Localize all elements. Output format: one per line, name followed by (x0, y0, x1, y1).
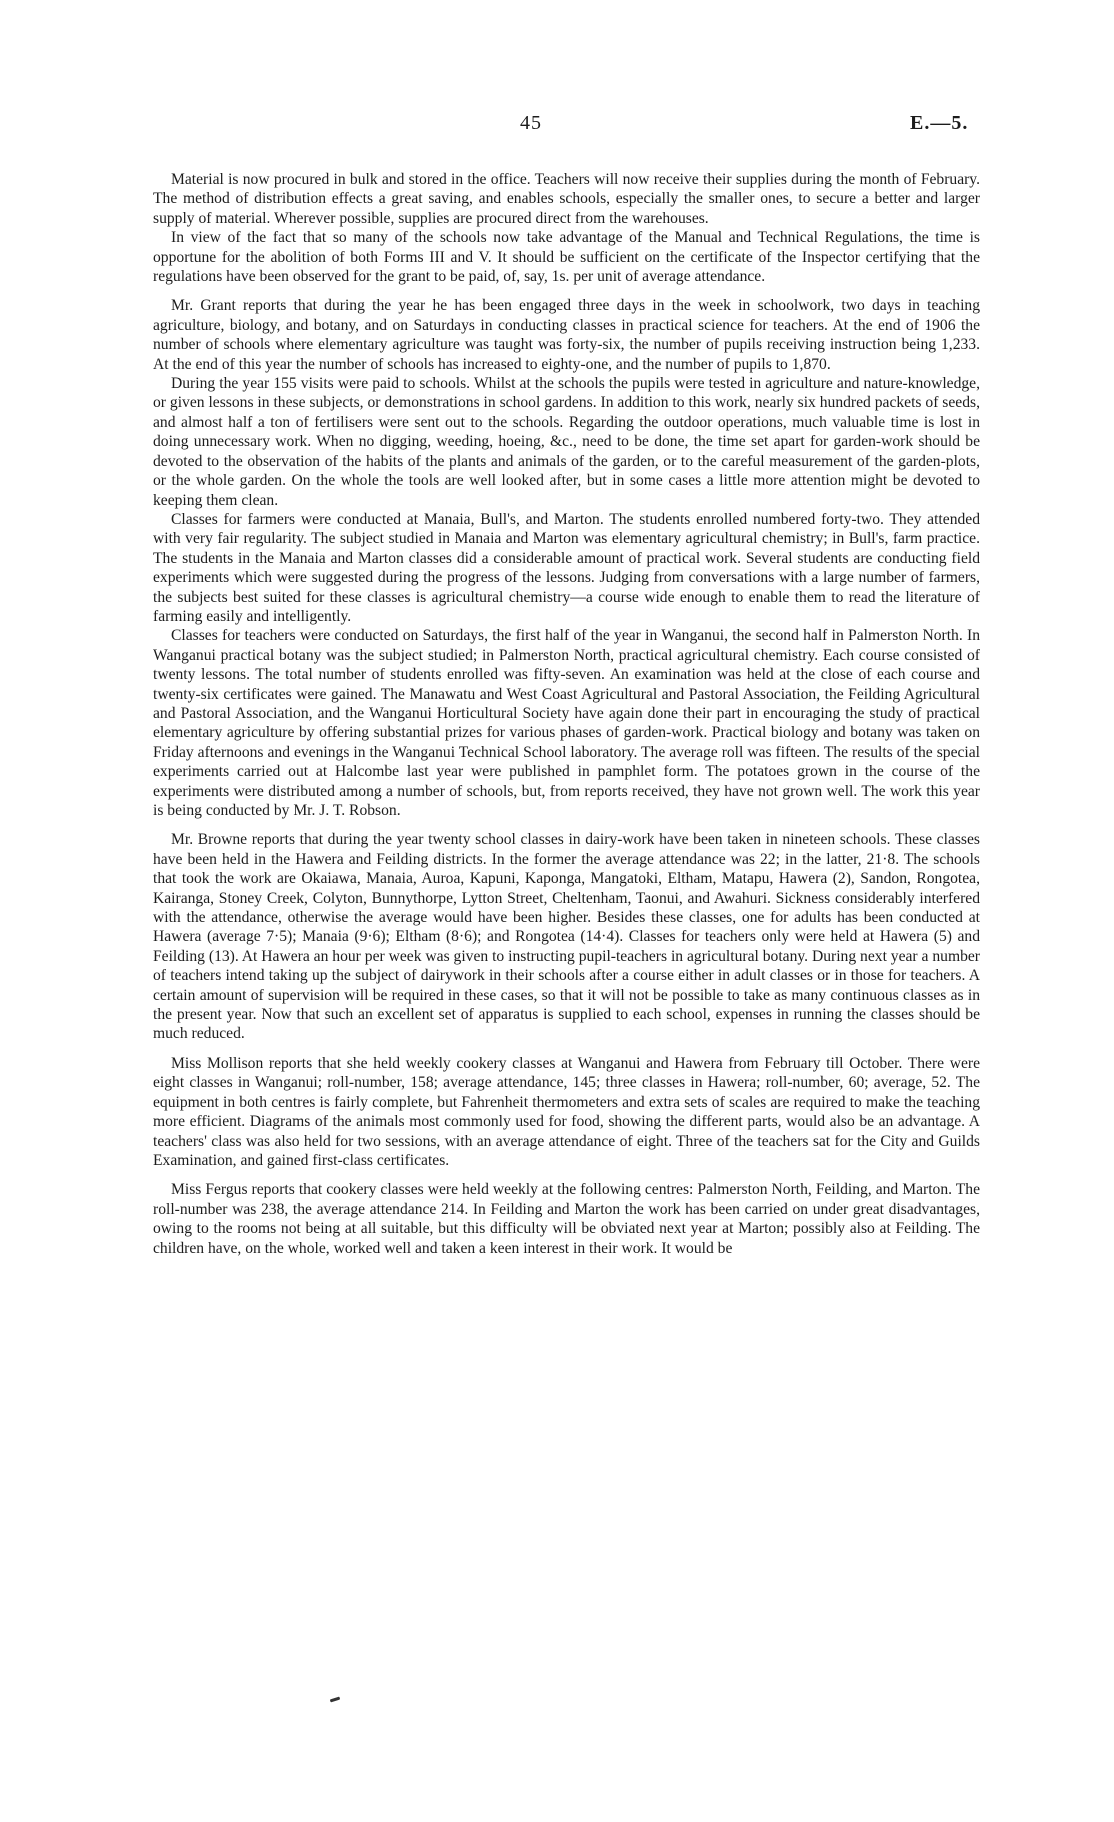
paragraph: Material is now procured in bulk and stored in the office. Teachers will now receive their supplies during the month of February. The method of distribution effects a great saving, and enables schools, especially the smaller ones, to secure a better and larger supply of material. Wherever possible, supplies are procured direct from the warehouses. (153, 171, 980, 227)
page-number: 45 (520, 112, 542, 134)
paragraph: Classes for teachers were conducted on Saturdays, the first half of the year in Wanganui, the second half in Palmerston North. In Wanganui practical botany was the subject studied; in Palmerston North, practical agricultural chemistry. Each course consisted of twenty lessons. The total number of students enrolled was fifty-seven. An examination was held at the close of each course and twenty-six certificates were gained. The Manawatu and West Coast Agricultural and Pastoral Association, the Feilding Agricultural and Pastoral Association, and the Wanganui Horticultural Society have again done their part in encouraging the study of practical elementary agriculture by offering substantial prizes for various phases of garden-work. Practical biology and botany was taken on Friday afternoons and evenings in the Wanganui Technical School laboratory. The average roll was fifteen. The results of the special experiments carried out at Halcombe last year were published in pamphlet form. The potatoes grown in the course of the experiments were distributed among a number of schools, but, from reports received, they have not grown well. The work this year is being conducted by Mr. J. T. Robson. (153, 627, 980, 819)
paragraph: During the year 155 visits were paid to schools. Whilst at the schools the pupils were tested in agriculture and nature-knowledge, or given lessons in these subjects, or demonstrations in school gardens. In addition to this work, nearly six hundred packets of seeds, and almost half a ton of fertilisers were sent out to the schools. Regarding the outdoor operations, much valuable time is lost in doing unnecessary work. When no digging, weeding, hoeing, &c., need to be done, the time set apart for garden-work should be devoted to the observation of the habits of the plants and animals of the garden, or to the careful measurement of the garden-plots, or the whole garden. On the whole the tools are well looked after, but in some cases a little more attention might be devoted to keeping them clean. (153, 375, 980, 509)
section-mollison-report (153, 1054, 980, 1170)
paragraph: In view of the fact that so many of the schools now take advantage of the Manual and Technical Regulations, the time is opportune for the abolition of both Forms III and V. It should be sufficient on the certificate of the Inspector certifying that the regulations have been observed for the grant to be paid, of, say, 1s. per unit of average attendance. (153, 229, 980, 286)
stray-ink-mark (330, 1697, 340, 1703)
section-browne-report (153, 830, 980, 1043)
paragraph: Mr. Browne reports that during the year twenty school classes in dairy-work have been taken in nineteen schools. These classes have been held in the Hawera and Feilding districts. In the former the average attendance was 22; in the latter, 21·8. The schools that took the work are Okaiawa, Manaia, Auroa, Kapuni, Kaponga, Mangatoki, Eltham, Matapu, Hawera (2), Sandon, Rongotea, Kairanga, Stoney Creek, Colyton, Bunnythorpe, Lytton Street, Cheltenham, Taonui, and Awahuri. Sickness considerably interfered with the attendance, otherwise the average would have been higher. Besides these classes, one for adults has been conducted at Hawera (average 7·5); Manaia (9·6); Eltham (8·6); and Rongotea (14·4). Classes for teachers only were held at Hawera (5) and Feilding (13). At Hawera an hour per week was given to instructing pupil-teachers in agricultural botany. During next year a number of teachers intend taking up the subject of dairywork in their schools after a course either in adult classes or in those for teachers. A certain amount of supervision will be required in these cases, so that it will not be possible to take as many continuous classes as in the present year. Now that such an excellent set of apparatus is supplied to each school, expenses in running the classes should be much reduced. (153, 831, 980, 1043)
page-header (0, 112, 1114, 144)
section-grant-report (153, 296, 980, 820)
paragraph: Classes for farmers were conducted at Manaia, Bull's, and Marton. The students enrolled numbered forty-two. They attended with very fair regularity. The subject studied in Manaia and Marton was elementary agricultural chemistry; in Bull's, farm practice. The students in the Manaia and Marton classes did a considerable amount of practical work. Several students are conducting field experiments which were suggested during the progress of the lessons. Judging from conversations with a large number of farmers, the subjects best suited for these classes is agricultural chemistry—a course wide enough to enable them to read the literature of farming easily and intelligently. (153, 510, 980, 625)
section-fergus-report (153, 1180, 980, 1258)
paragraph: Mr. Grant reports that during the year he has been engaged three days in the week in schoolwork, two days in teaching agriculture, biology, and botany, and on Saturdays in conducting classes in practical science for teachers. At the end of 1906 the number of schools where elementary agriculture was taught was forty-six, the number of pupils receiving instruction being 1,233. At the end of this year the number of schools has increased to eighty-one, and the number of pupils to 1,870. (153, 297, 980, 373)
paragraph: Miss Mollison reports that she held weekly cookery classes at Wanganui and Hawera from February till October. There were eight classes in Wanganui; roll-number, 158; average attendance, 145; three classes in Hawera; roll-number, 60; average, 52. The equipment in both centres is fairly complete, but Fahrenheit thermometers and extra sets of scales are required to make the teaching more efficient. Diagrams of the animals most commonly used for food, showing the different parts, would also be an advantage. A teachers' class was also held for two sessions, with an average attendance of eight. Three of the teachers sat for the City and Guilds Examination, and gained first-class certificates. (153, 1054, 980, 1169)
section-supplies (153, 170, 980, 286)
body-text (153, 170, 980, 1258)
paragraph: Miss Fergus reports that cookery classes were held weekly at the following centres: Palmerston North, Feilding, and Marton. The roll-number was 238, the average attendance 214. In Feilding and Marton the work has been carried on under great disadvantages, owing to the rooms not being at all suitable, but this difficulty will be obviated next year at Marton; possibly also at Feilding. The children have, on the whole, worked well and taken a keen interest in their work. It would be (153, 1181, 980, 1257)
page-reference: E.—5. (910, 112, 969, 134)
